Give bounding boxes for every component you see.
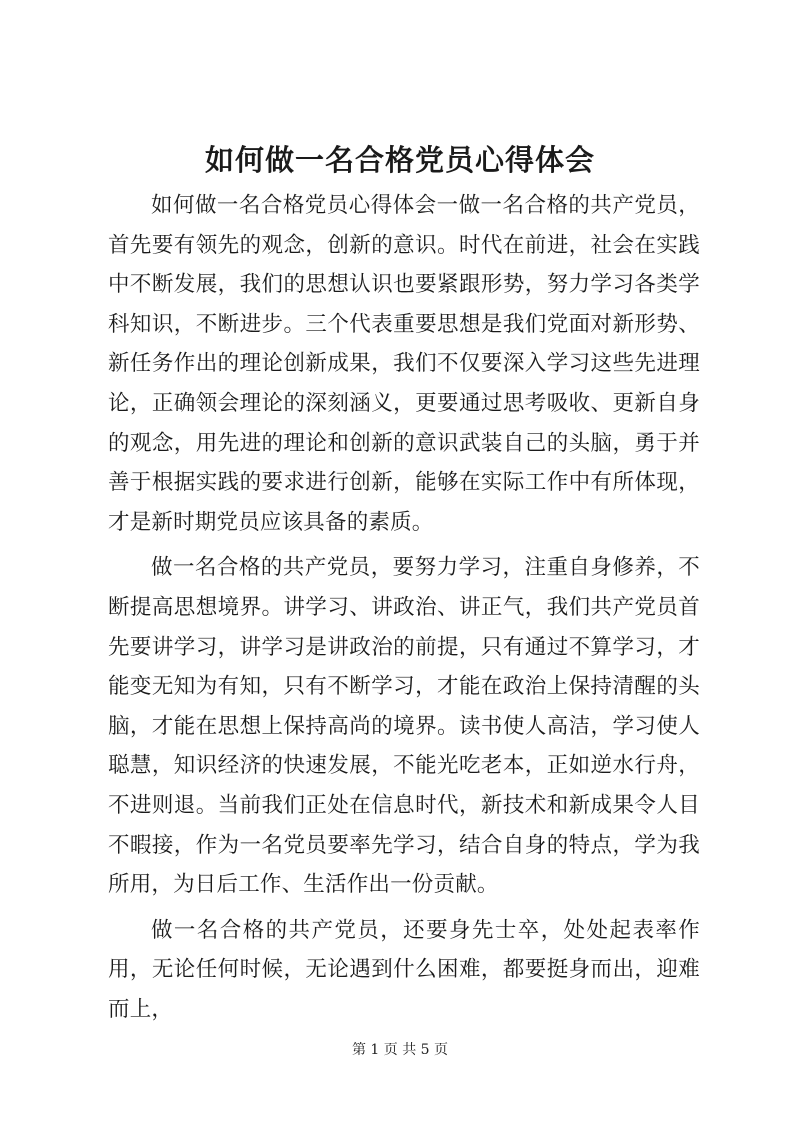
paragraph-1: 如何做一名合格党员心得体会一做一名合格的共产党员，首先要有领先的观念，创新的意识。时代在前进，社会在实践中不断发展，我们的思想认识也要紧跟形势，努力学习各类学科知识，不断进步。三个代表重要思想是我们党面对新形势、新任务作出的理论创新成果，我们不仅要深入学习这些先进理论，正确领会理论的深刻涵义，更要通过思考吸收、更新自身的观念，用先进的理论和创新的意识武装自己的头脑，勇于并善于根据实践的要求进行创新，能够在实际工作中有所体现，才是新时期党员应该具备的素质。 — [108, 193, 700, 535]
paragraph-2: 做一名合格的共产党员，要努力学习，注重自身修养，不断提高思想境界。讲学习、讲政治、讲正气，我们共产党员首先要讲学习，讲学习是讲政治的前提，只有通过不算学习，才能变无知为有知，只有不断学习，才能在政治上保持清醒的头脑，才能在思想上保持高尚的境界。读书使人高洁，学习使人聪慧，知识经济的快速发展，不能光吃老本，正如逆水行舟，不进则退。当前我们正处在信息时代，新技术和新成果令人目不暇接，作为一名党员要率先学习，结合自身的特点，学为我所用，为日后工作、生活作出一份贡献。 — [108, 555, 700, 898]
paragraph-3: 做一名合格的共产党员，还要身先士卒，处处起表率作用，无论任何时候，无论遇到什么困难，都要挺身而出，迎难而上， — [108, 917, 700, 1022]
document-body — [108, 186, 700, 1035]
page-number-footer: 第 1 页 共 5 页 — [351, 1042, 449, 1058]
page-title: 如何做一名合格党员心得体会 — [204, 143, 595, 177]
